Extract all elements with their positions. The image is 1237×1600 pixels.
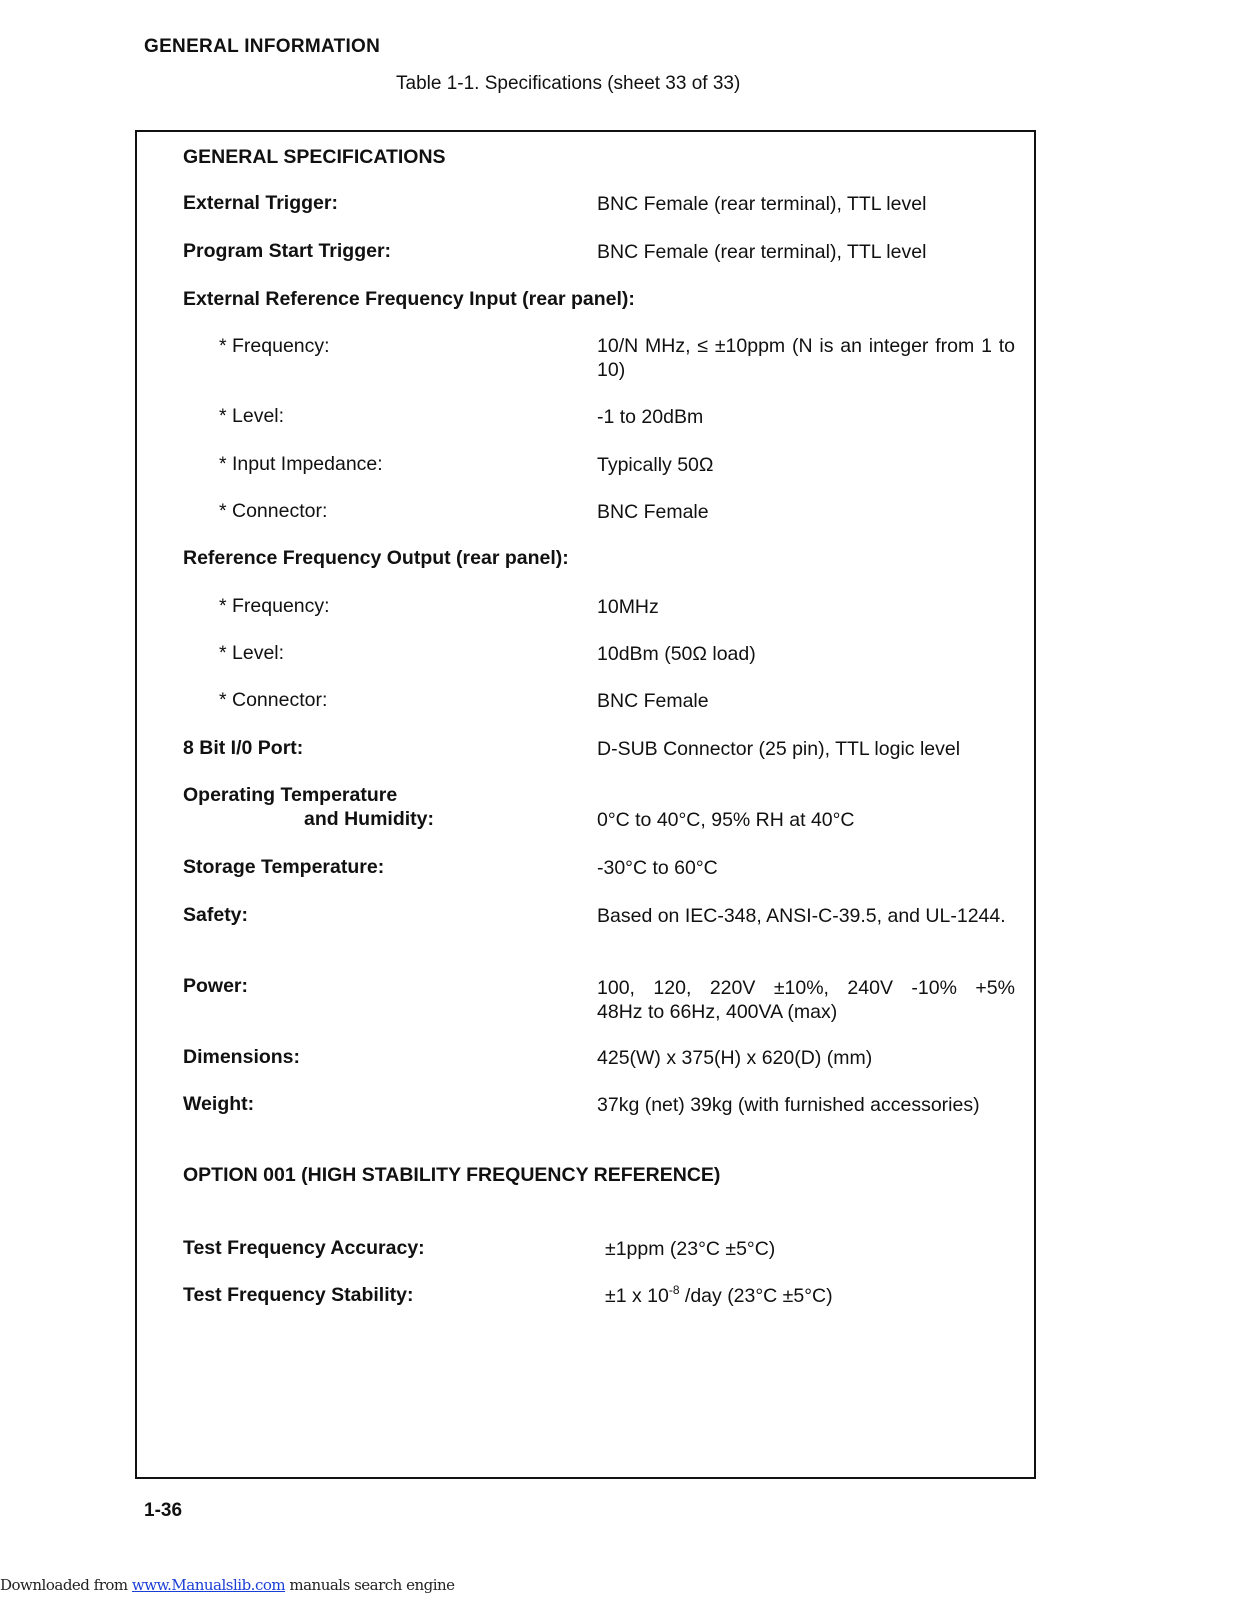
program-start-trigger-value: BNC Female (rear terminal), TTL level bbox=[597, 241, 927, 263]
ref-output-connector-value: BNC Female bbox=[597, 690, 709, 712]
ext-ref-impedance-value: Typically 50Ω bbox=[597, 454, 714, 476]
footer-suffix: manuals search engine bbox=[285, 1576, 455, 1594]
ref-output-frequency-label: * Frequency: bbox=[219, 595, 330, 617]
ext-ref-connector-label: * Connector: bbox=[219, 500, 328, 522]
ext-ref-input-heading: External Reference Frequency Input (rear panel): bbox=[183, 288, 635, 310]
safety-value: Based on IEC-348, ANSI-C-39.5, and UL-1244. bbox=[597, 905, 1006, 927]
ext-ref-connector-value: BNC Female bbox=[597, 501, 709, 523]
page-number: 1-36 bbox=[144, 1500, 183, 1521]
operating-temp-label-line1: Operating Temperature bbox=[183, 784, 398, 806]
stability-value-suffix: /day (23°C ±5°C) bbox=[679, 1285, 833, 1307]
table-caption: Table 1-1. Specifications (sheet 33 of 33) bbox=[396, 73, 741, 94]
safety-label: Safety: bbox=[183, 904, 249, 926]
stability-value bbox=[605, 1285, 833, 1308]
power-value bbox=[597, 976, 1015, 1024]
ref-output-level-label: * Level: bbox=[219, 642, 285, 664]
io-port-label: 8 Bit I/0 Port: bbox=[183, 737, 304, 759]
accuracy-label: Test Frequency Accuracy: bbox=[183, 1237, 425, 1259]
ext-ref-frequency-label: * Frequency: bbox=[219, 335, 330, 357]
storage-temp-label: Storage Temperature: bbox=[183, 856, 385, 878]
dimensions-label: Dimensions: bbox=[183, 1046, 301, 1068]
ext-ref-frequency-value: 10/N MHz, ≤ ±10ppm (N is an integer from 1 to 10) bbox=[597, 335, 1015, 381]
ext-ref-level-label: * Level: bbox=[219, 405, 285, 427]
specifications-table bbox=[135, 130, 1036, 1479]
weight-label: Weight: bbox=[183, 1093, 255, 1115]
stability-value-prefix: ±1 x 10 bbox=[605, 1285, 669, 1307]
external-trigger-value: BNC Female (rear terminal), TTL level bbox=[597, 193, 927, 215]
power-value-line1: 100, 120, 220V ±10%, 240V -10% +5% bbox=[597, 977, 1015, 999]
power-value-line2: 48Hz to 66Hz, 400VA (max) bbox=[597, 1001, 838, 1023]
weight-value: 37kg (net) 39kg (with furnished accessories) bbox=[597, 1094, 980, 1116]
download-footer bbox=[0, 1576, 455, 1594]
general-specifications-heading: GENERAL SPECIFICATIONS bbox=[183, 146, 446, 168]
io-port-value: D-SUB Connector (25 pin), TTL logic level bbox=[597, 738, 961, 760]
ref-output-heading: Reference Frequency Output (rear panel): bbox=[183, 547, 569, 569]
ref-output-frequency-value: 10MHz bbox=[597, 596, 659, 618]
section-title: GENERAL INFORMATION bbox=[144, 36, 381, 57]
storage-temp-value: -30°C to 60°C bbox=[597, 857, 718, 879]
manualslib-link[interactable]: www.Manualslib.com bbox=[131, 1576, 286, 1594]
accuracy-value: ±1ppm (23°C ±5°C) bbox=[605, 1238, 776, 1260]
stability-label: Test Frequency Stability: bbox=[183, 1284, 414, 1306]
option001-heading: OPTION 001 (HIGH STABILITY FREQUENCY REFERENCE) bbox=[183, 1164, 721, 1186]
stability-value-exponent: -8 bbox=[668, 1283, 680, 1297]
operating-temp-label-line2: and Humidity: bbox=[304, 808, 434, 830]
program-start-trigger-label: Program Start Trigger: bbox=[183, 240, 392, 262]
ext-ref-level-value: -1 to 20dBm bbox=[597, 406, 704, 428]
footer-prefix: Downloaded from bbox=[0, 1576, 132, 1594]
ref-output-connector-label: * Connector: bbox=[219, 689, 328, 711]
ext-ref-impedance-label: * Input Impedance: bbox=[219, 453, 383, 475]
operating-temp-value: 0°C to 40°C, 95% RH at 40°C bbox=[597, 809, 855, 831]
ref-output-level-value: 10dBm (50Ω load) bbox=[597, 643, 756, 665]
dimensions-value: 425(W) x 375(H) x 620(D) (mm) bbox=[597, 1047, 873, 1069]
external-trigger-label: External Trigger: bbox=[183, 192, 338, 214]
power-label: Power: bbox=[183, 975, 249, 997]
